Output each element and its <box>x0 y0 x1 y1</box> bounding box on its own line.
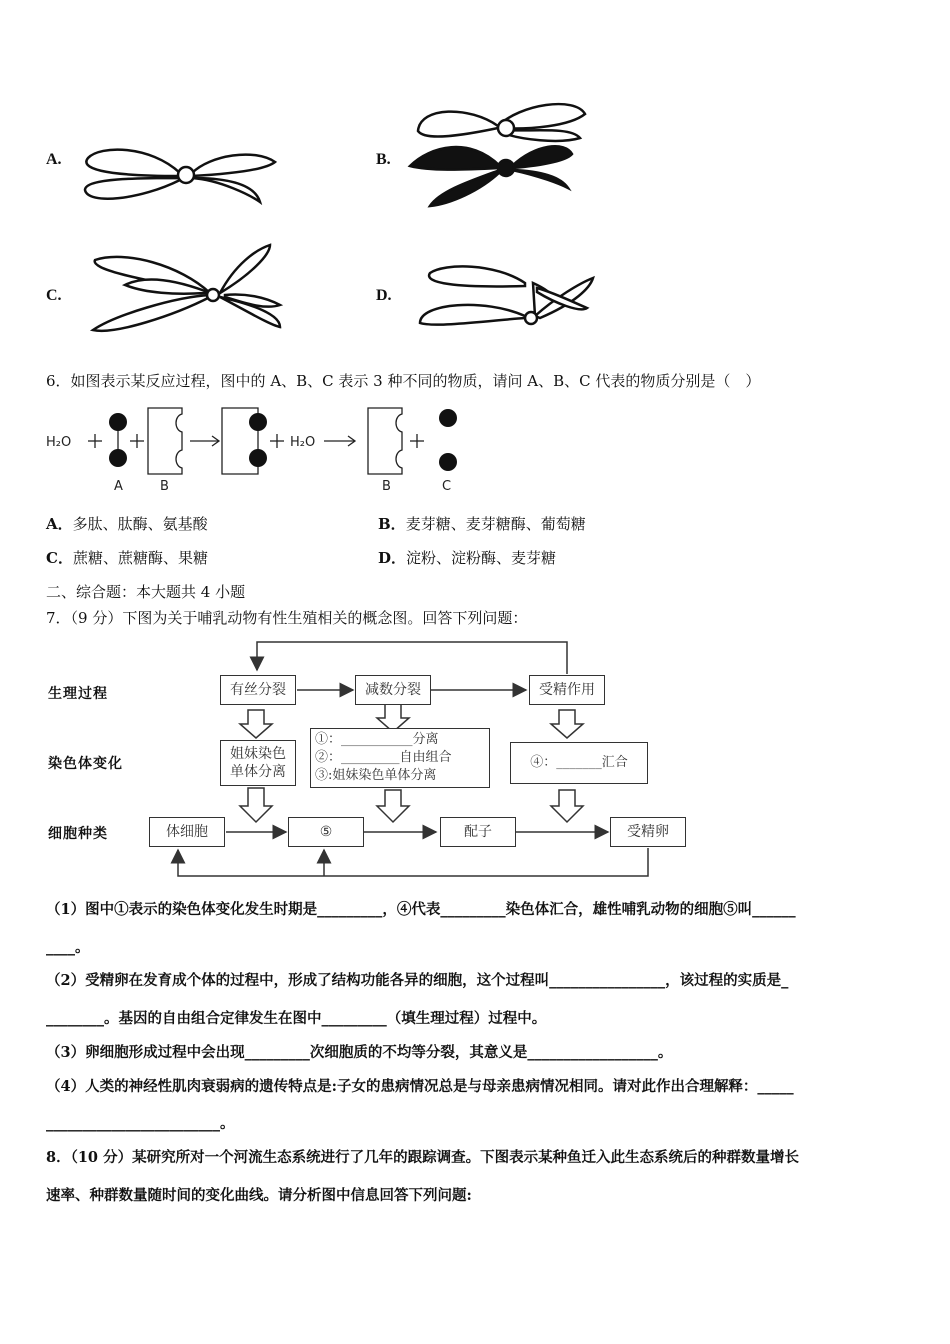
q6-option-b-letter: B． <box>378 515 406 533</box>
box-cell-5: ⑤ <box>288 817 364 847</box>
q6-option-d[interactable] <box>378 547 556 568</box>
q8-line2: 速率、种群数量随时间的变化曲线。请分析图中信息回答下列问题: <box>46 1187 472 1204</box>
q6-reaction-diagram <box>42 400 482 500</box>
box-gamete: 配子 <box>440 817 516 847</box>
option-b-label: B. <box>376 151 391 168</box>
q7-sub3: （3）卵细胞形成过程中会出现_________次细胞质的不均等分裂，其意义是__________________。 <box>46 1044 673 1061</box>
q7-sub4-line2: ________________________。 <box>46 1115 235 1132</box>
box-somatic-cell: 体细胞 <box>149 817 225 847</box>
q6-option-c[interactable] <box>46 547 208 568</box>
box-mitosis: 有丝分裂 <box>220 675 296 705</box>
chrom-mid-line2: ②：_________自由组合 <box>315 750 452 765</box>
q6-h2o-1: H₂O <box>46 435 72 450</box>
chromosome-figure-b <box>400 96 590 216</box>
section-2-heading: 二、综合题：本大题共 4 小题 <box>46 583 246 601</box>
box-fertilization: 受精作用 <box>529 675 605 705</box>
q6-label-b2: B <box>382 479 391 494</box>
q6-label-b1: B <box>160 479 169 494</box>
box-zygote: 受精卵 <box>610 817 686 847</box>
chrom-mid-line3: ③:姐妹染色单体分离 <box>315 768 437 783</box>
row-label-process: 生理过程 <box>48 686 108 702</box>
q7-sub4-line1: （4）人类的神经性肌肉衰弱病的遗传特点是:子女的患病情况总是与母亲患病情况相同。请对此作出合理解释：_____ <box>46 1078 794 1095</box>
chromosome-figure-d <box>415 258 600 338</box>
chrom-mid-line1: ①：___________分离 <box>315 732 439 747</box>
q7-sub1-line1: （1）图中①表示的染色体变化发生时期是_________，④代表_________染色体汇合，雄性哺乳动物的细胞⑤叫______ <box>46 901 796 918</box>
row-label-cells: 细胞种类 <box>48 826 108 842</box>
q6-option-a-letter: A． <box>46 515 73 533</box>
option-c-label: C. <box>46 287 62 304</box>
q7-sub1-line2: ____。 <box>46 939 90 956</box>
q6-label-a: A <box>114 479 123 494</box>
box-meiosis-chromosome-changes <box>310 728 490 788</box>
q6-stem: 6．如图表示某反应过程，图中的 A、B、C 表示 3 种不同的物质，请问 A、B、C 代表的物质分别是（ ） <box>46 372 761 390</box>
q6-option-c-text: 蔗糖、蔗糖酶、果糖 <box>72 549 208 567</box>
q7-sub2-line1: （2）受精卵在发育成个体的过程中，形成了结构功能各异的细胞，这个过程叫________________，该过程的实质是_ <box>46 972 789 989</box>
q6-option-d-letter: D． <box>378 549 407 567</box>
option-a-label: A. <box>46 151 62 168</box>
q6-option-c-letter: C． <box>46 549 73 567</box>
row-label-chromosome: 染色体变化 <box>48 756 123 772</box>
q6-option-b-text: 麦芽糖、麦芽糖酶、葡萄糖 <box>405 515 586 533</box>
option-d-label: D. <box>376 287 392 304</box>
q6-h2o-2: H₂O <box>290 435 316 450</box>
q7-sub2-line2: ________。基因的自由组合定律发生在图中_________（填生理过程）过程中。 <box>46 1010 547 1027</box>
q6-option-a-text: 多肽、肽酶、氨基酸 <box>72 515 208 533</box>
chromosome-figure-a <box>80 140 285 215</box>
q6-option-b[interactable] <box>378 513 586 534</box>
q6-option-a[interactable] <box>46 513 208 534</box>
chromosome-figure-c <box>85 235 290 340</box>
q8-line1: 8．（10 分）某研究所对一个河流生态系统进行了几年的跟踪调查。下图表示某种鱼迁入此生态系统后的种群数量增长 <box>46 1149 800 1166</box>
chrom-left-line2: 单体分离 <box>230 764 286 780</box>
q6-option-d-text: 淀粉、淀粉酶、麦芽糖 <box>406 549 557 567</box>
q7-stem: 7．（9 分）下图为关于哺乳动物有性生殖相关的概念图。回答下列问题： <box>46 609 528 627</box>
q6-label-c: C <box>442 479 452 494</box>
box-chromosome-merge: ④：_______汇合 <box>510 742 648 784</box>
box-sister-chromatid-separation <box>220 740 296 786</box>
box-meiosis: 减数分裂 <box>355 675 431 705</box>
chrom-left-line1: 姐妹染色 <box>230 746 286 762</box>
